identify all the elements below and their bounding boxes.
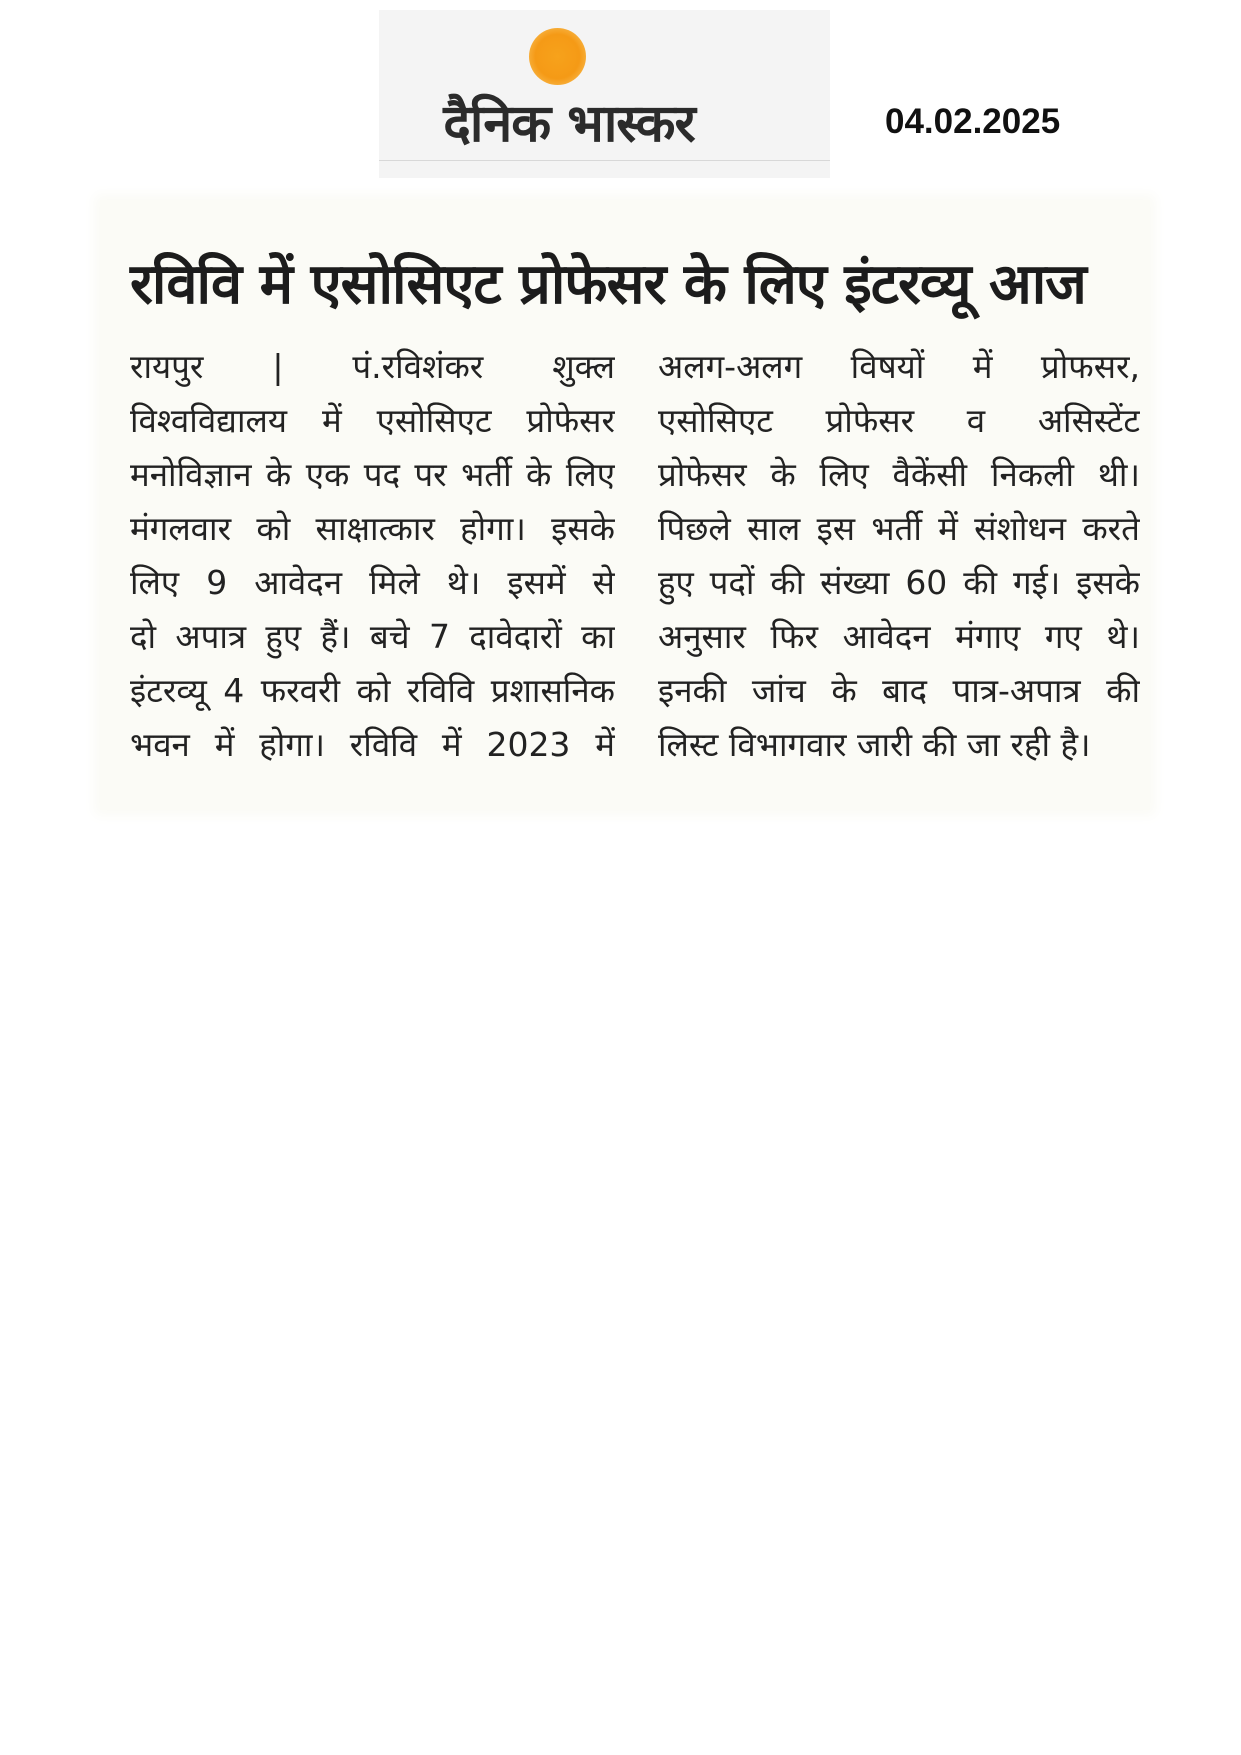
article-line: विश्वविद्यालय में एसोसिएट प्रोफेसर bbox=[130, 401, 615, 440]
sun-icon bbox=[529, 28, 586, 85]
article-line: अनुसार फिर आवेदन मंगाए गए थे। bbox=[658, 617, 1140, 656]
article-line: रायपुर | पं.रविशंकर शुक्ल bbox=[130, 347, 615, 386]
article-line: पिछले साल इस भर्ती में संशोधन करते bbox=[658, 509, 1140, 548]
article-line: मंगलवार को साक्षात्कार होगा। इसके bbox=[130, 509, 615, 548]
article-line: लिस्ट विभागवार जारी की जा रही है। bbox=[658, 725, 1091, 764]
article-line: इंटरव्यू 4 फरवरी को रविवि प्रशासनिक bbox=[130, 671, 615, 710]
article-line: लिए 9 आवेदन मिले थे। इसमें से bbox=[130, 563, 615, 602]
article-line: इनकी जांच के बाद पात्र-अपात्र की bbox=[658, 671, 1140, 710]
article-line: एसोसिएट प्रोफेसर व असिस्टेंट bbox=[658, 401, 1140, 440]
publication-date: 04.02.2025 bbox=[885, 102, 1061, 141]
article-line: हुए पदों की संख्या 60 की गई। इसके bbox=[658, 563, 1140, 602]
article-line: अलग-अलग विषयों में प्रोफसर, bbox=[658, 347, 1140, 386]
article-line: प्रोफेसर के लिए वैकेंसी निकली थी। bbox=[658, 455, 1140, 494]
article-line: भवन में होगा। रविवि में 2023 में bbox=[130, 725, 615, 764]
article-column-left bbox=[130, 340, 615, 772]
article-headline: रविवि में एसोसिएट प्रोफेसर के लिए इंटरव्यू आज bbox=[130, 252, 1086, 317]
logo-divider bbox=[379, 160, 830, 161]
logo-wordmark: दैनिक भास्कर bbox=[443, 94, 695, 154]
article-line: दो अपात्र हुए हैं। बचे 7 दावेदारों का bbox=[130, 617, 615, 656]
article-line: मनोविज्ञान के एक पद पर भर्ती के लिए bbox=[130, 455, 615, 494]
newspaper-logo bbox=[379, 10, 830, 178]
article-column-right bbox=[658, 340, 1140, 772]
news-clipping bbox=[100, 200, 1150, 810]
